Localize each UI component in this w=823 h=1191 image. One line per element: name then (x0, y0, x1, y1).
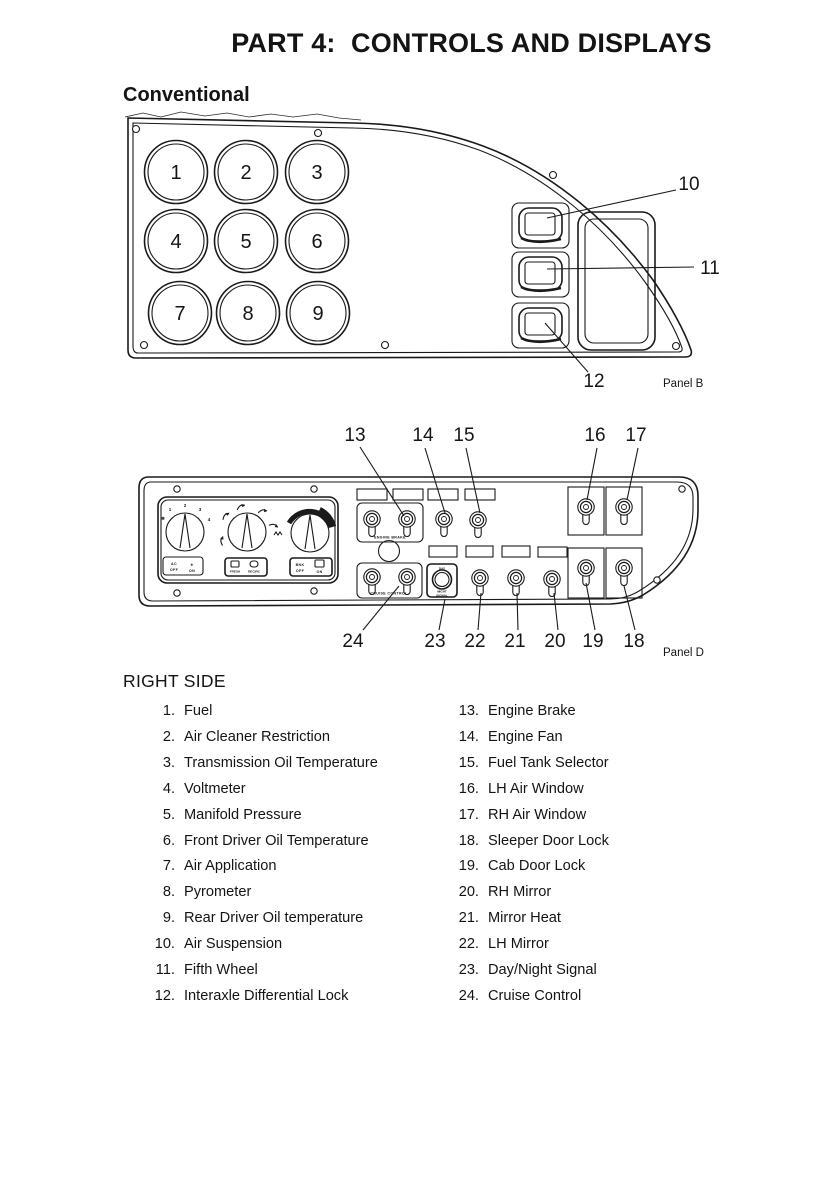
legend-item: 22. LH Mirror (458, 936, 549, 953)
callout-18: 18 (623, 631, 645, 652)
legend-item: 8. Pyrometer (162, 884, 252, 901)
svg-text:OFF: OFF (295, 569, 305, 573)
snowflake-icon: ❄ (161, 516, 165, 521)
svg-text:NIGHT: NIGHT (437, 589, 447, 594)
svg-text:ON: ON (188, 569, 196, 573)
legend-item: 6. Front Driver Oil Temperature (162, 832, 369, 849)
svg-text:8: 8 (242, 303, 254, 325)
label-plate (466, 546, 493, 557)
screw-hole (550, 172, 557, 179)
gauge-3 (286, 141, 349, 204)
legend-item: 24. Cruise Control (458, 987, 582, 1004)
legend-item: 3. Transmission Oil Temperature (162, 754, 378, 771)
legend-item: 21. Mirror Heat (458, 910, 561, 927)
legend-item: 19. Cab Door Lock (458, 858, 586, 875)
legend-item: 4. Voltmeter (162, 780, 246, 797)
defrost-icon (274, 532, 282, 535)
legend-item: 1. Fuel (162, 703, 213, 719)
svg-text:4: 4 (170, 231, 182, 253)
svg-text:ON: ON (316, 570, 323, 574)
fresh-recirc-label (225, 558, 267, 576)
screw-hole (174, 590, 180, 596)
rocker-switch-10 (512, 203, 569, 248)
hvac-temp-knob (291, 514, 329, 552)
callout-23: 23 (424, 631, 446, 652)
callout-13: 13 (344, 425, 366, 446)
label-plate (428, 489, 458, 500)
svg-text:3: 3 (198, 507, 202, 512)
legend-item: 2. Air Cleaner Restriction (162, 728, 330, 745)
screw-hole (141, 342, 148, 349)
bunk-switch-label (290, 558, 332, 576)
callout-21: 21 (504, 631, 526, 652)
callout-15: 15 (453, 425, 475, 446)
callout-line-17 (627, 448, 638, 500)
svg-text:3: 3 (311, 162, 323, 184)
screw-hole (311, 486, 317, 492)
mirror-heat-toggle (508, 570, 524, 596)
lighter-socket (379, 541, 400, 562)
label-plate (502, 546, 530, 557)
rocker-switch-11 (512, 252, 569, 297)
gauge-8 (217, 282, 280, 345)
svg-text:4: 4 (207, 517, 211, 522)
cruise-control-switch-group (357, 563, 422, 598)
legend-item: 20. RH Mirror (458, 884, 552, 901)
legend-item: 15. Fuel Tank Selector (458, 754, 609, 771)
callout-12: 12 (583, 371, 605, 392)
right-side-heading: RIGHT SIDE (123, 671, 226, 691)
callout-14: 14 (412, 425, 434, 446)
callout-line-16 (587, 448, 597, 500)
callout-line-22 (478, 593, 481, 630)
hvac-vent-knob (228, 513, 266, 551)
cab-door-lock-switch (568, 548, 604, 598)
callout-line-15 (466, 448, 480, 513)
screw-hole (315, 130, 322, 137)
svg-text:2: 2 (240, 162, 252, 184)
subtitle-conventional: Conventional (123, 84, 250, 106)
legend-item: 17. RH Air Window (458, 806, 587, 823)
sleeper-door-lock-switch (606, 548, 642, 598)
svg-text:5: 5 (240, 231, 252, 253)
callout-10: 10 (678, 174, 700, 195)
legend-item: 14. Engine Fan (458, 728, 563, 745)
svg-text:RECIRC: RECIRC (248, 569, 260, 574)
lh-mirror-toggle (472, 570, 488, 596)
legend-item: 11. Fifth Wheel (155, 962, 258, 979)
svg-text:6: 6 (311, 231, 323, 253)
engine-brake-switch-group (357, 503, 423, 542)
callout-17: 17 (625, 425, 647, 446)
gauge-5 (215, 210, 278, 273)
gauge-7 (149, 282, 212, 345)
svg-text:CRUISE CONTROL: CRUISE CONTROL (370, 591, 408, 596)
gauge-4 (145, 210, 208, 273)
callout-16: 16 (584, 425, 606, 446)
callout-20: 20 (544, 631, 566, 652)
callout-line-23 (439, 599, 445, 630)
ac-switch-label (163, 557, 203, 575)
gauge-1 (145, 141, 208, 204)
blank-opening (578, 212, 655, 350)
callout-11: 11 (700, 258, 720, 279)
rh-air-window-switch (606, 487, 642, 535)
day-night-signal-control (427, 564, 457, 597)
fresh-air-icon (231, 561, 239, 567)
label-plate (357, 489, 387, 500)
svg-text:DAY: DAY (438, 566, 446, 571)
svg-text:1: 1 (168, 507, 172, 512)
legend-item: 16. LH Air Window (458, 780, 584, 797)
svg-text:ENGINE BRAKE: ENGINE BRAKE (374, 535, 406, 540)
gauge-2 (215, 141, 278, 204)
svg-text:2: 2 (183, 503, 187, 508)
label-plate (538, 547, 567, 557)
callout-line-18 (624, 586, 635, 630)
label-plate (429, 546, 457, 557)
page-title: PART 4: CONTROLS AND DISPLAYS (231, 28, 712, 58)
recirc-air-icon (250, 561, 258, 567)
bunk-icon (315, 560, 324, 567)
fuel-tank-selector-toggle (470, 512, 486, 538)
svg-text:FRESH: FRESH (229, 569, 241, 574)
svg-text:SIGNAL: SIGNAL (436, 593, 448, 598)
panel-b-diagram (123, 110, 733, 405)
panel-d-label: Panel D (663, 647, 704, 659)
gauge-9 (287, 282, 350, 345)
panel-b-label: Panel B (663, 378, 704, 390)
engine-fan-toggle (436, 511, 452, 537)
screw-hole (382, 342, 389, 349)
callout-line-19 (586, 583, 595, 630)
svg-text:7: 7 (174, 303, 186, 325)
rh-mirror-toggle (544, 571, 560, 597)
sun-icon: ✳ (190, 563, 194, 567)
legend-item: 7. Air Application (162, 858, 277, 875)
legend-item: 18. Sleeper Door Lock (458, 832, 609, 849)
svg-text:OFF: OFF (169, 568, 179, 572)
callout-22: 22 (464, 631, 486, 652)
legend-item: 12. Interaxle Differential Lock (154, 987, 349, 1004)
panel-b-outline (128, 118, 691, 358)
hvac-control-cluster (158, 497, 338, 583)
panel-d-diagram (123, 420, 723, 665)
screw-hole (673, 343, 680, 350)
callout-line-20 (554, 593, 558, 630)
label-plate (465, 489, 495, 500)
screw-hole (174, 486, 180, 492)
svg-text:AC: AC (171, 562, 177, 566)
gauge-6 (286, 210, 349, 273)
engine-brake-toggle-2 (399, 511, 415, 537)
legend-item: 10. Air Suspension (154, 936, 283, 953)
legend-list-right (440, 699, 609, 1010)
legend-list-left (123, 699, 378, 1010)
svg-text:1: 1 (170, 162, 182, 184)
screw-hole (311, 588, 317, 594)
hvac-fan-knob (166, 513, 204, 551)
svg-text:9: 9 (312, 303, 324, 325)
legend-item: 13. Engine Brake (458, 703, 576, 719)
label-plate (393, 489, 423, 500)
legend-item: 5. Manifold Pressure (162, 806, 302, 823)
callout-19: 19 (582, 631, 604, 652)
callout-24: 24 (342, 631, 364, 652)
legend-item: 9. Rear Driver Oil temperature (162, 910, 364, 927)
screw-hole (133, 126, 140, 133)
screw-hole (654, 577, 660, 583)
callout-line-21 (517, 593, 518, 630)
legend-item: 23. Day/Night Signal (458, 962, 597, 979)
engine-brake-toggle-1 (364, 511, 380, 537)
svg-text:BNK: BNK (295, 563, 305, 567)
lh-air-window-switch (568, 487, 604, 535)
callout-line-14 (425, 448, 445, 513)
screw-hole (679, 486, 685, 492)
